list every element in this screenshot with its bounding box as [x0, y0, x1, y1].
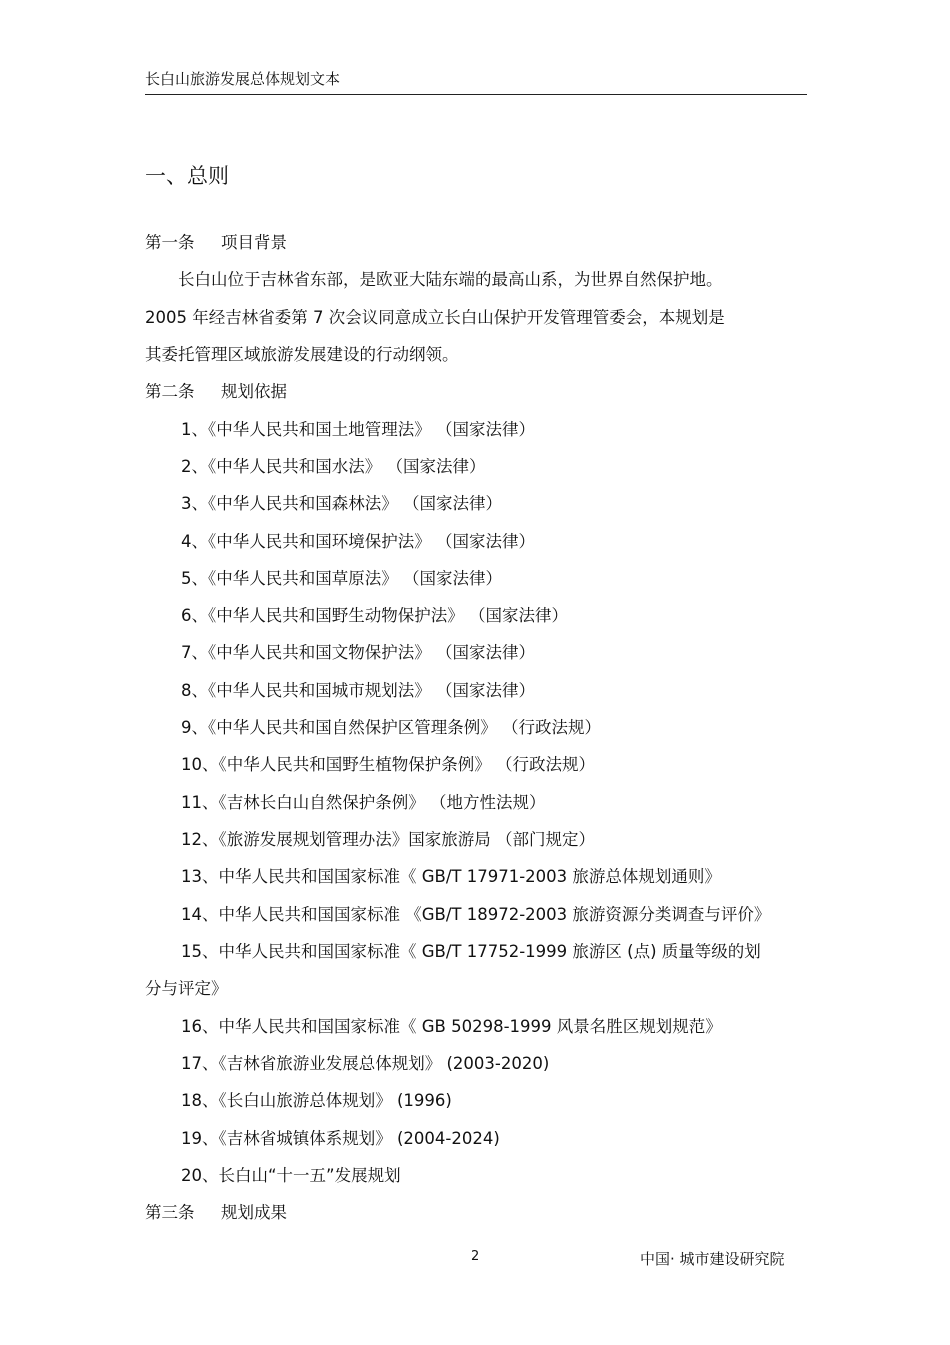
basis-item-3: 3、《中华人民共和国森林法》 （国家法律）: [181, 494, 502, 513]
basis-item-6: 6、《中华人民共和国野生动物保护法》 （国家法律）: [181, 606, 568, 625]
article-1-number: 第一条: [145, 233, 195, 252]
basis-item-19: 19、《吉林省城镇体系规划》 (2004-2024): [181, 1129, 500, 1148]
article-2-number: 第二条: [145, 382, 195, 401]
article-1-title: 项目背景: [221, 233, 287, 252]
basis-item-2: 2、《中华人民共和国水法》 （国家法律）: [181, 457, 486, 476]
basis-item-18: 18、《长白山旅游总体规划》 (1996): [181, 1091, 452, 1110]
article-2-heading: [145, 381, 287, 403]
basis-item-16: 16、中华人民共和国国家标准《 GB 50298-1999 风景名胜区规划规范》: [181, 1017, 722, 1036]
section-heading: 一、总则: [145, 164, 229, 188]
basis-item-12: 12、《旅游发展规划管理办法》国家旅游局 （部门规定）: [181, 830, 595, 849]
article-3-heading: [145, 1202, 287, 1224]
article-1-line-1: 长白山位于吉林省东部，是欧亚大陆东端的最高山系，为世界自然保护地。: [178, 270, 723, 289]
article-3-number: 第三条: [145, 1203, 195, 1222]
basis-item-8: 8、《中华人民共和国城市规划法》 （国家法律）: [181, 681, 535, 700]
basis-item-15: 15、中华人民共和国国家标准《 GB/T 17752-1999 旅游区 (点) 质量等级的划: [181, 942, 761, 961]
basis-item-9: 9、《中华人民共和国自然保护区管理条例》 （行政法规）: [181, 718, 601, 737]
header-divider: [145, 94, 807, 95]
article-1-line-3: 其委托管理区域旅游发展建设的行动纲领。: [145, 345, 459, 364]
footer-organization: 中国· 城市建设研究院: [640, 1250, 785, 1268]
article-2-title: 规划依据: [221, 382, 287, 401]
page-number: 2: [471, 1249, 480, 1264]
article-1-heading: [145, 232, 287, 254]
basis-item-1: 1、《中华人民共和国土地管理法》 （国家法律）: [181, 420, 535, 439]
basis-item-20: 20、长白山“十一五”发展规划: [181, 1166, 401, 1185]
article-3-title: 规划成果: [221, 1203, 287, 1222]
basis-item-5: 5、《中华人民共和国草原法》 （国家法律）: [181, 569, 502, 588]
article-1-line-2: 2005 年经吉林省委第 7 次会议同意成立长白山保护开发管理管委会，本规划是: [145, 308, 725, 327]
basis-item-11: 11、《吉林长白山自然保护条例》 （地方性法规）: [181, 793, 546, 812]
basis-item-15-continued: 分与评定》: [145, 979, 228, 998]
basis-item-10: 10、《中华人民共和国野生植物保护条例》 （行政法规）: [181, 755, 595, 774]
page-header-title: 长白山旅游发展总体规划文本: [145, 70, 341, 88]
basis-item-4: 4、《中华人民共和国环境保护法》 （国家法律）: [181, 532, 535, 551]
basis-item-14: 14、中华人民共和国国家标准 《GB/T 18972-2003 旅游资源分类调查与评价》: [181, 905, 771, 924]
basis-item-13: 13、中华人民共和国国家标准《 GB/T 17971-2003 旅游总体规划通则》: [181, 867, 721, 886]
basis-item-7: 7、《中华人民共和国文物保护法》 （国家法律）: [181, 643, 535, 662]
basis-item-17: 17、《吉林省旅游业发展总体规划》 (2003-2020): [181, 1054, 550, 1073]
